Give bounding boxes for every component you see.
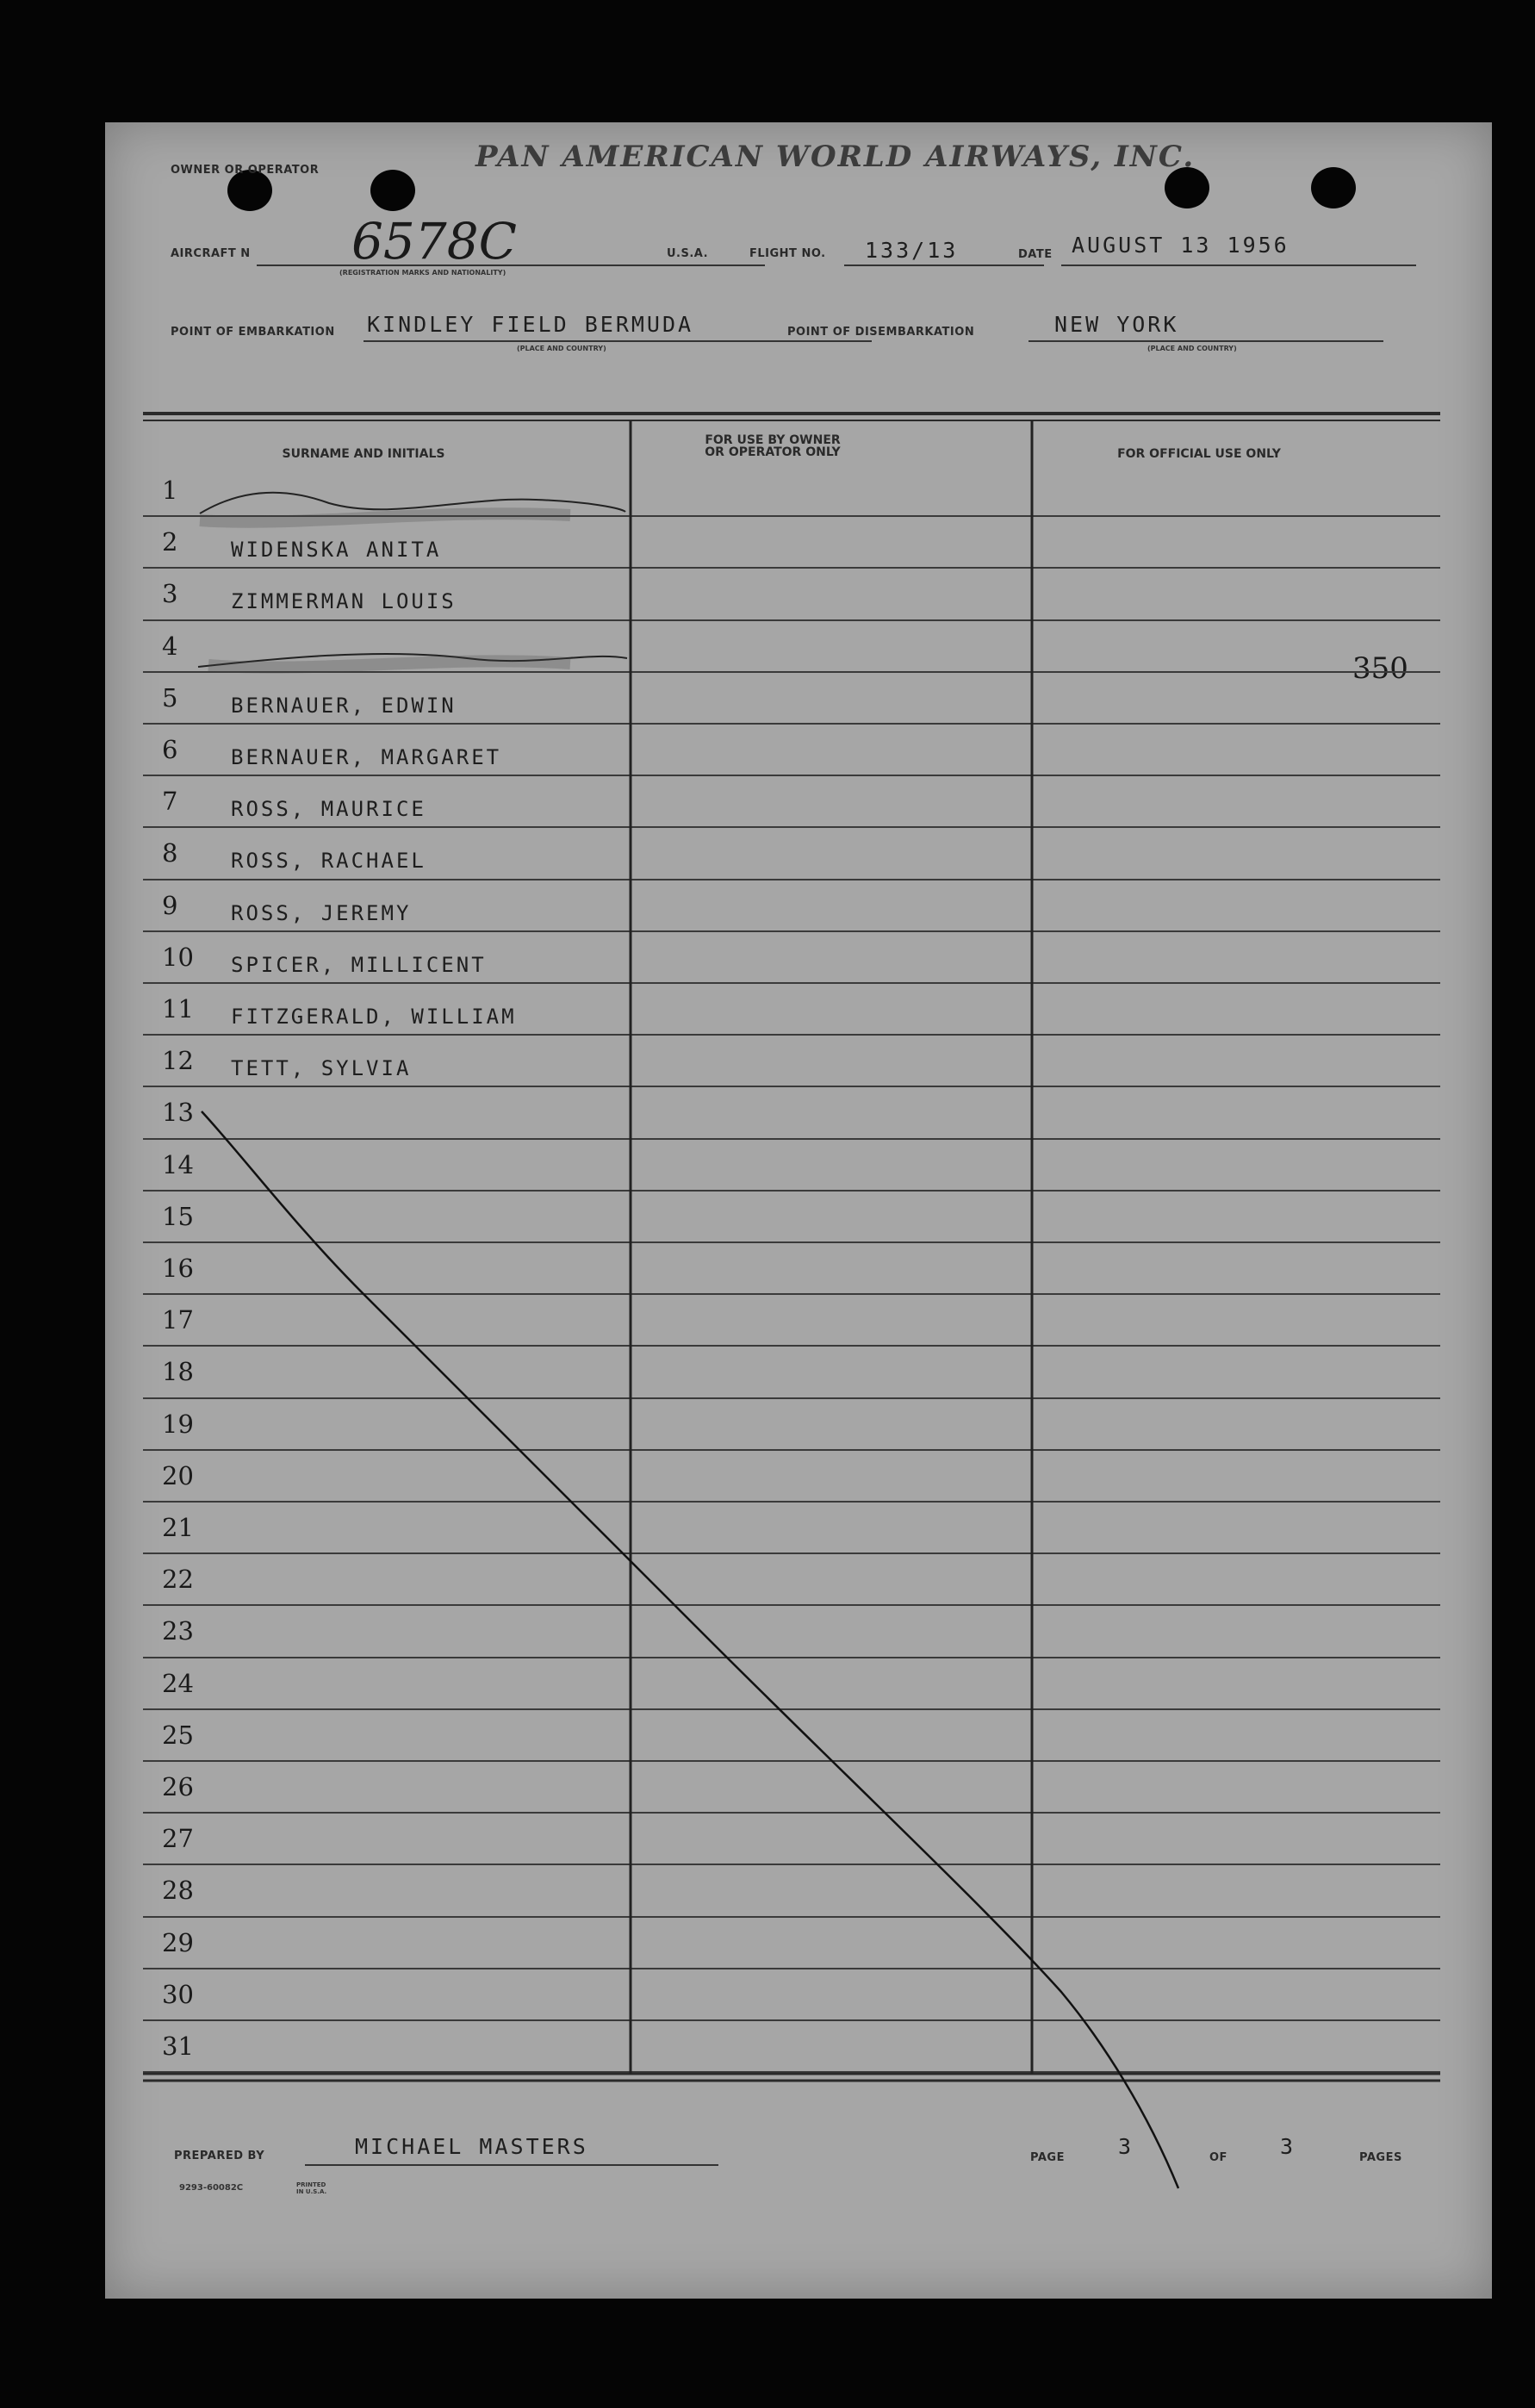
prepared-by: MICHAEL MASTERS bbox=[355, 2134, 588, 2159]
row-number: 29 bbox=[162, 1927, 194, 1957]
company-name: PAN AMERICAN WORLD AIRWAYS, INC. bbox=[475, 140, 1196, 174]
column-header-surname: SURNAME AND INITIALS bbox=[282, 447, 445, 461]
manifest-sheet bbox=[105, 122, 1492, 2299]
row-number: 4 bbox=[162, 631, 178, 661]
registration-caption: (REGISTRATION MARKS AND NATIONALITY) bbox=[339, 269, 506, 277]
row-number: 20 bbox=[162, 1460, 194, 1490]
row-number: 31 bbox=[162, 2032, 194, 2061]
passenger-name: ROSS, MAURICE bbox=[231, 797, 426, 822]
passenger-name: FITZGERALD, WILLIAM bbox=[231, 1005, 517, 1029]
column-header-owner: FOR USE BY OWNER OR OPERATOR ONLY bbox=[705, 433, 841, 459]
row-number: 7 bbox=[162, 787, 178, 817]
row-number: 27 bbox=[162, 1824, 194, 1854]
form-number: 9293-60082C bbox=[179, 2183, 244, 2193]
row-number: 11 bbox=[162, 994, 194, 1024]
flight-label: FLIGHT NO. bbox=[749, 247, 826, 260]
flight-number: 133/13 bbox=[865, 238, 959, 263]
row-number: 21 bbox=[162, 1513, 194, 1542]
embark-caption: (PLACE AND COUNTRY) bbox=[517, 345, 606, 352]
row-number: 15 bbox=[162, 1201, 194, 1231]
official-note: 350 bbox=[1352, 651, 1408, 686]
row-number: 30 bbox=[162, 1979, 194, 2009]
passenger-name: ROSS, JEREMY bbox=[231, 900, 412, 925]
disembark-caption: (PLACE AND COUNTRY) bbox=[1147, 345, 1237, 352]
row-number: 25 bbox=[162, 1720, 194, 1750]
owner-label: OWNER OR OPERATOR bbox=[171, 164, 320, 177]
row-number: 8 bbox=[162, 838, 178, 868]
prepared-line bbox=[305, 2164, 718, 2166]
usa-label: U.S.A. bbox=[667, 247, 709, 260]
row-number: 3 bbox=[162, 579, 178, 609]
passenger-name: TETT, SYLVIA bbox=[231, 1056, 412, 1081]
prepared-label: PREPARED BY bbox=[174, 2150, 265, 2162]
pages-label: PAGES bbox=[1359, 2151, 1402, 2164]
row-number: 28 bbox=[162, 1876, 194, 1906]
row-number: 5 bbox=[162, 682, 178, 712]
passenger-name: SPICER, MILLICENT bbox=[231, 952, 487, 977]
disembark-label: POINT OF DISEMBARKATION bbox=[787, 326, 975, 339]
row-number: 19 bbox=[162, 1409, 194, 1439]
row-number: 18 bbox=[162, 1357, 194, 1387]
row-number: 12 bbox=[162, 1046, 194, 1076]
page-label: PAGE bbox=[1030, 2151, 1065, 2164]
of-label: OF bbox=[1209, 2151, 1227, 2164]
row-number: 16 bbox=[162, 1254, 194, 1283]
row-number: 2 bbox=[162, 527, 178, 557]
passenger-name: BERNAUER, EDWIN bbox=[231, 693, 457, 718]
row-number: 9 bbox=[162, 890, 178, 920]
disembark-value: NEW YORK bbox=[1054, 312, 1179, 337]
row-number: 14 bbox=[162, 1149, 194, 1179]
printed-mark: PRINTED IN U.S.A. bbox=[296, 2181, 327, 2195]
row-number: 17 bbox=[162, 1305, 194, 1335]
date-label: DATE bbox=[1018, 248, 1053, 261]
passenger-name: ROSS, RACHAEL bbox=[231, 849, 426, 874]
date-value: AUGUST 13 1956 bbox=[1072, 233, 1290, 258]
row-number: 26 bbox=[162, 1772, 194, 1801]
pages-total: 3 bbox=[1280, 2134, 1296, 2159]
aircraft-label: AIRCRAFT N bbox=[171, 247, 251, 260]
row-number: 13 bbox=[162, 1098, 194, 1128]
passenger-name: ZIMMERMAN LOUIS bbox=[231, 589, 457, 614]
aircraft-number: 6578C bbox=[351, 212, 517, 271]
column-header-official: FOR OFFICIAL USE ONLY bbox=[1117, 447, 1281, 461]
row-number: 1 bbox=[162, 476, 178, 505]
embark-value: KINDLEY FIELD BERMUDA bbox=[367, 312, 694, 337]
row-number: 23 bbox=[162, 1616, 194, 1646]
row-number: 6 bbox=[162, 735, 178, 764]
diagonal-cancel-line bbox=[202, 1111, 1178, 2188]
row-number: 24 bbox=[162, 1668, 194, 1698]
row-number: 22 bbox=[162, 1565, 194, 1595]
row-number: 10 bbox=[162, 942, 194, 972]
passenger-name: WIDENSKA ANITA bbox=[231, 538, 442, 563]
embark-label: POINT OF EMBARKATION bbox=[171, 326, 335, 339]
page-number: 3 bbox=[1118, 2134, 1134, 2159]
strike-marks bbox=[105, 122, 1492, 2299]
passenger-name: BERNAUER, MARGARET bbox=[231, 745, 502, 769]
